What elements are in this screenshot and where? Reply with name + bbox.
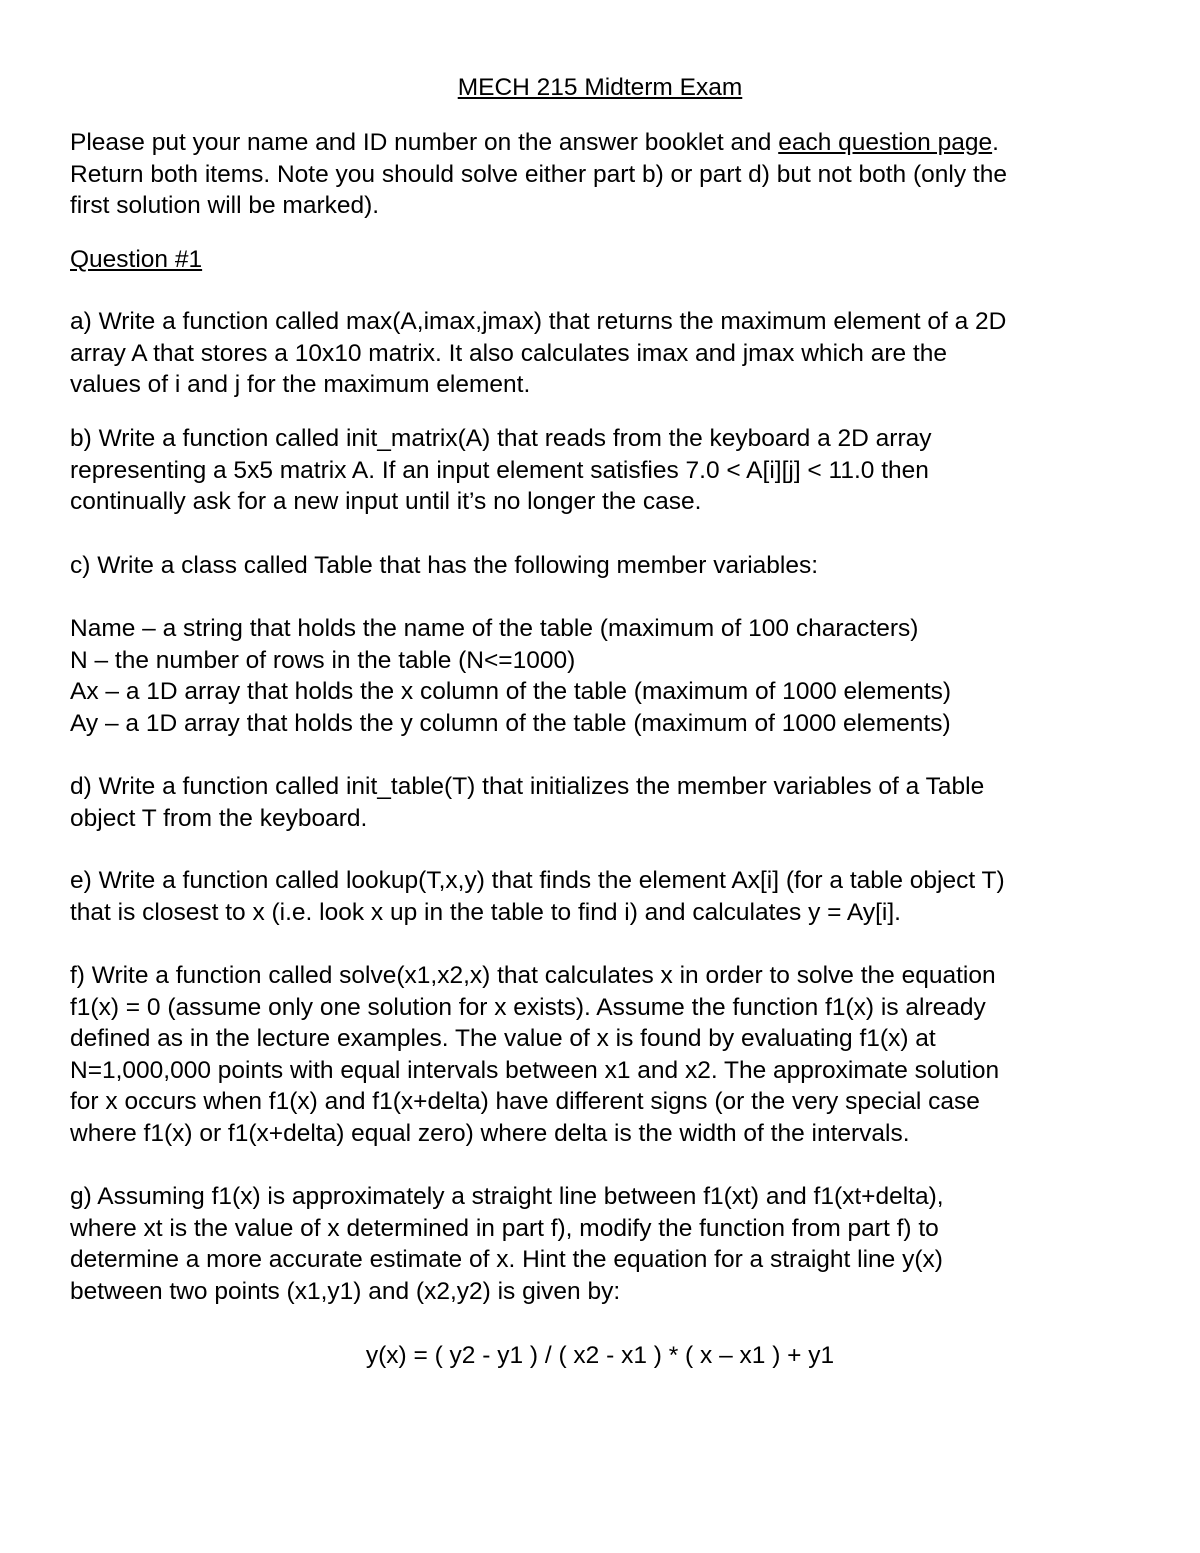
part-g-line: between two points (x1,y1) and (x2,y2) is given by:	[70, 1277, 621, 1305]
part-g	[70, 1181, 1150, 1307]
part-b-line: representing a 5x5 matrix A. If an input element satisfies 7.0 < A[i][j] < 11.0 then	[70, 456, 929, 484]
part-d-line: d) Write a function called init_table(T) that initializes the member variables of a Table	[70, 773, 985, 800]
part-b	[70, 423, 1150, 518]
part-f	[70, 960, 1150, 1149]
part-b-line: b) Write a function called init_matrix(A) that reads from the keyboard a 2D array	[70, 425, 932, 452]
member-variable-line: Ax – a 1D array that holds the x column of the table (maximum of 1000 elements)	[70, 678, 952, 705]
part-e-line: that is closest to x (i.e. look x up in the table to find i) and calculates y = Ay[i].	[70, 898, 901, 926]
title-text: MECH 215 Midterm Exam	[457, 74, 743, 101]
intro-line-1-end: .	[992, 129, 999, 156]
part-a-line: a) Write a function called max(A,imax,jmax) that returns the maximum element of a 2D	[70, 308, 1007, 335]
intro-line-2: Return both items. Note you should solve either part b) or part d) but not both (only the	[70, 160, 1007, 188]
part-b-line: continually ask for a new input until it’s no longer the case.	[70, 488, 702, 515]
intro-line-1	[70, 127, 1150, 159]
member-variable-line: Name – a string that holds the name of the table (maximum of 100 characters)	[70, 615, 919, 642]
part-f-line: where f1(x) or f1(x+delta) equal zero) where delta is the width of the intervals.	[70, 1119, 910, 1147]
part-a-line: values of i and j for the maximum element.	[70, 371, 531, 398]
straight-line-equation: y(x) = ( y2 - y1 ) / ( x2 - x1 ) * ( x – x1 ) + y1	[365, 1342, 835, 1369]
part-g-line: determine a more accurate estimate of x. Hint the equation for a straight line y(x)	[70, 1246, 943, 1273]
part-a-line: array A that stores a 10x10 matrix. It also calculates imax and jmax which are the	[70, 339, 947, 367]
member-variables	[70, 613, 1150, 739]
part-c	[70, 550, 1150, 582]
part-c-line: c) Write a class called Table that has the following member variables:	[70, 552, 819, 579]
part-e-line: e) Write a function called lookup(T,x,y) that finds the element Ax[i] (for a table object T)	[70, 867, 1005, 894]
part-f-line: f1(x) = 0 (assume only one solution for x exists). Assume the function f1(x) is already	[70, 993, 986, 1021]
intro-paragraph	[70, 127, 1150, 222]
part-d-line: object T from the keyboard.	[70, 804, 368, 832]
page-title	[0, 72, 1200, 104]
intro-line-1-text: Please put your name and ID number on the answer booklet and	[70, 129, 779, 156]
part-e	[70, 865, 1150, 928]
part-f-line: defined as in the lecture examples. The value of x is found by evaluating f1(x) at	[70, 1025, 936, 1052]
intro-underlined-text: each question page	[778, 129, 993, 156]
part-f-line: N=1,000,000 points with equal intervals between x1 and x2. The approximate solution	[70, 1056, 1000, 1084]
part-g-line: where xt is the value of x determined in part f), modify the function from part f) to	[70, 1214, 939, 1242]
part-g-line: g) Assuming f1(x) is approximately a straight line between f1(xt) and f1(xt+delta),	[70, 1183, 944, 1210]
question-heading: Question #1	[70, 246, 203, 273]
part-f-line: for x occurs when f1(x) and f1(x+delta) have different signs (or the very special case	[70, 1088, 980, 1115]
part-a	[70, 306, 1150, 401]
part-f-line: f) Write a function called solve(x1,x2,x) that calculates x in order to solve the equation	[70, 962, 996, 989]
intro-line-3: first solution will be marked).	[70, 192, 380, 219]
member-variable-line: Ay – a 1D array that holds the y column of the table (maximum of 1000 elements)	[70, 709, 951, 737]
part-d	[70, 771, 1150, 834]
member-variable-line: N – the number of rows in the table (N<=1000)	[70, 646, 576, 674]
